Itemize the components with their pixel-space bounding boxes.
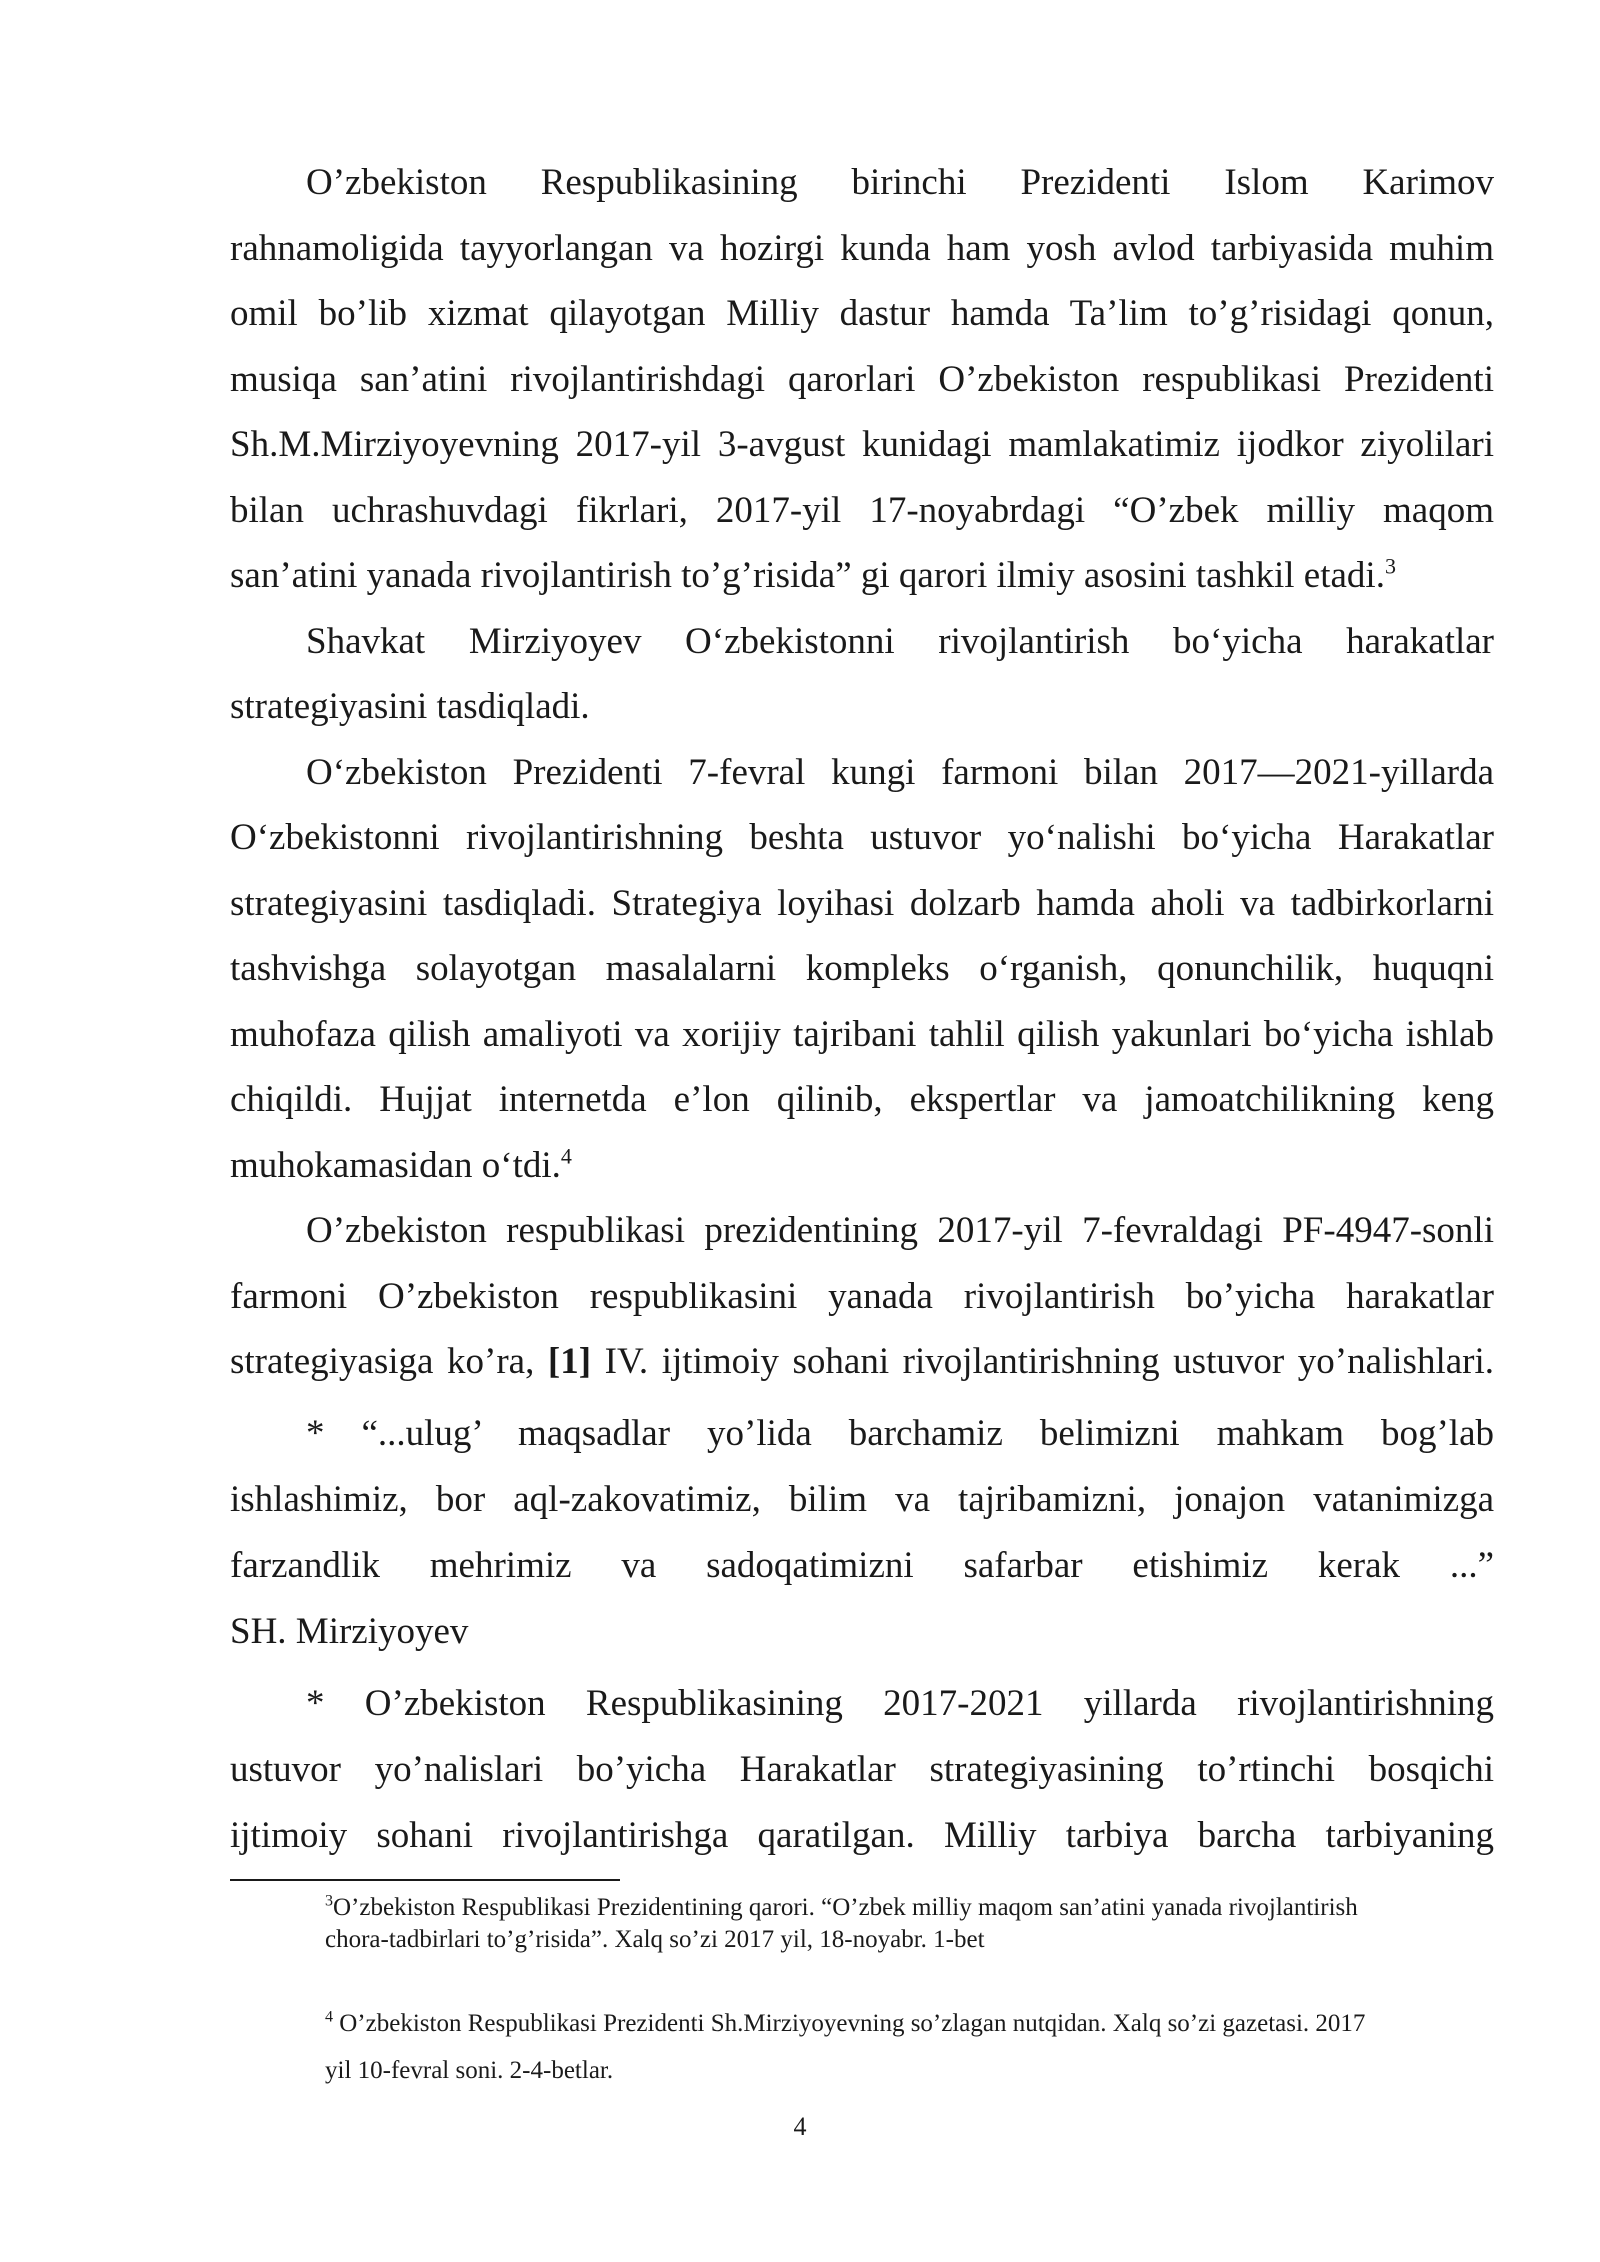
paragraph-2: [230, 609, 1494, 740]
paragraph-4: [230, 1198, 1494, 1395]
text-segment: strategiyasiga ko’ra,: [230, 1341, 548, 1382]
text-line: rahnamoligida tayyorlangan va hozirgi kunda ham yosh avlod tarbiyasida muhim: [230, 227, 1494, 269]
text-line: farzandlik mehrimiz va sadoqatimizni safarbar etishimiz kerak ...”: [230, 1544, 1494, 1586]
document-page: [230, 150, 1494, 1869]
paragraph-3: [230, 740, 1494, 1199]
text-line: * “...ulug’ maqsadlar yo’lida barchamiz belimizni mahkam bog’lab: [306, 1412, 1494, 1454]
text-line: ishlashimiz, bor aql-zakovatimiz, bilim va tajribamizni, jonajon vatanimizga: [230, 1478, 1494, 1520]
footnote-reference[interactable]: 4: [560, 1143, 572, 1169]
footnote-3: [325, 1892, 1475, 1956]
footnote-text: yil 10-fevral soni. 2-4-betlar.: [325, 2057, 614, 2084]
text-line: ijtimoiy sohani rivojlantirishga qaratilgan. Milliy tarbiya barcha tarbiyaning: [230, 1814, 1494, 1856]
text-line: muhofaza qilish amaliyoti va xorijiy tajribani tahlil qilish yakunlari bo‘yicha ishlab: [230, 1013, 1494, 1055]
page-number: 4: [793, 2112, 807, 2141]
text-line: O‘zbekiston Prezidenti 7-fevral kungi farmoni bilan 2017—2021-yillarda: [306, 751, 1494, 793]
quote-paragraph: [230, 1401, 1494, 1665]
footnote-separator: [230, 1879, 620, 1881]
text-line: bilan uchrashuvdagi fikrlari, 2017-yil 17-noyabrdagi “O’zbek milliy maqom: [230, 489, 1494, 531]
text-line: O’zbekiston Respublikasining birinchi Prezidenti Islom Karimov: [306, 162, 1494, 203]
text-line: O’zbekiston respublikasi prezidentining 2017-yil 7-fevraldagi PF-4947-sonli: [306, 1210, 1494, 1251]
footnote-number: 3: [325, 1892, 333, 1910]
text-line: [230, 543, 1494, 609]
text-line: tashvishga solayotgan masalalarni kompleks o‘rganish, qonunchilik, huquqni: [230, 948, 1494, 989]
footnote-text: O’zbekiston Respublikasi Prezidenti Sh.Mirziyoyevning so’zlagan nutqidan. Xalq so’zi gazetasi. 2017: [333, 2010, 1366, 2037]
text-line: strategiyasini tasdiqladi. Strategiya loyihasi dolzarb hamda aholi va tadbirkorlarni: [230, 882, 1494, 924]
text-segment: IV. ijtimoiy sohani rivojlantirishning ustuvor yo’nalishlari.: [591, 1341, 1494, 1382]
footnote-reference[interactable]: 3: [1384, 553, 1396, 579]
paragraph-1: [230, 150, 1494, 609]
footnote-text: chora-tadbirlari to’g’risida”. Xalq so’zi 2017 yil, 18-noyabr. 1-bet: [325, 1926, 985, 1953]
paragraph-6: [230, 1671, 1494, 1869]
text-line: Shavkat Mirziyoyev O‘zbekistonni rivojlantirish bo‘yicha harakatlar: [306, 620, 1494, 662]
text-line: strategiyasini tasdiqladi.: [230, 686, 590, 727]
footnote-number: 4: [325, 2008, 333, 2026]
footnote-text: O’zbekiston Respublikasi Prezidentining qarori. “O’zbek milliy maqom san’atini yanada rivojlantirish: [333, 1894, 1358, 1921]
text-line: musiqa san’atini rivojlantirishdagi qarorlari O’zbekiston respublikasi Prezidenti: [230, 358, 1494, 400]
text-line: [230, 1133, 1494, 1199]
text-line: ustuvor yo’nalislari bo’yicha Harakatlar strategiyasining to’rtinchi bosqichi: [230, 1748, 1494, 1790]
text-line-content: muhokamasidan o‘tdi.: [230, 1144, 561, 1186]
text-line: [230, 1329, 1494, 1395]
footnotes: [325, 1892, 1475, 2094]
text-line: omil bo’lib xizmat qilayotgan Milliy dastur hamda Ta’lim to’g’risidagi qonun,: [230, 293, 1494, 334]
citation-reference[interactable]: [1]: [547, 1341, 592, 1382]
quote-author: SH. Mirziyoyev: [230, 1610, 469, 1652]
text-line: farmoni O’zbekiston respublikasini yanada rivojlantirish bo’yicha harakatlar: [230, 1275, 1494, 1317]
text-line: * O’zbekiston Respublikasining 2017-2021 yillarda rivojlantirishning: [306, 1682, 1494, 1724]
text-line-content: san’atini yanada rivojlantirish to’g’risida” gi qarori ilmiy asosini tashkil etadi.: [230, 555, 1385, 596]
footnote-4: [325, 2000, 1475, 2094]
text-line: Sh.M.Mirziyoyevning 2017-yil 3-avgust kunidagi mamlakatimiz ijodkor ziyolilari: [230, 424, 1494, 465]
text-line: O‘zbekistonni rivojlantirishning beshta ustuvor yo‘nalishi bo‘yicha Harakatlar: [230, 817, 1494, 858]
text-line: chiqildi. Hujjat internetda e’lon qilinib, ekspertlar va jamoatchilikning keng: [230, 1079, 1494, 1120]
